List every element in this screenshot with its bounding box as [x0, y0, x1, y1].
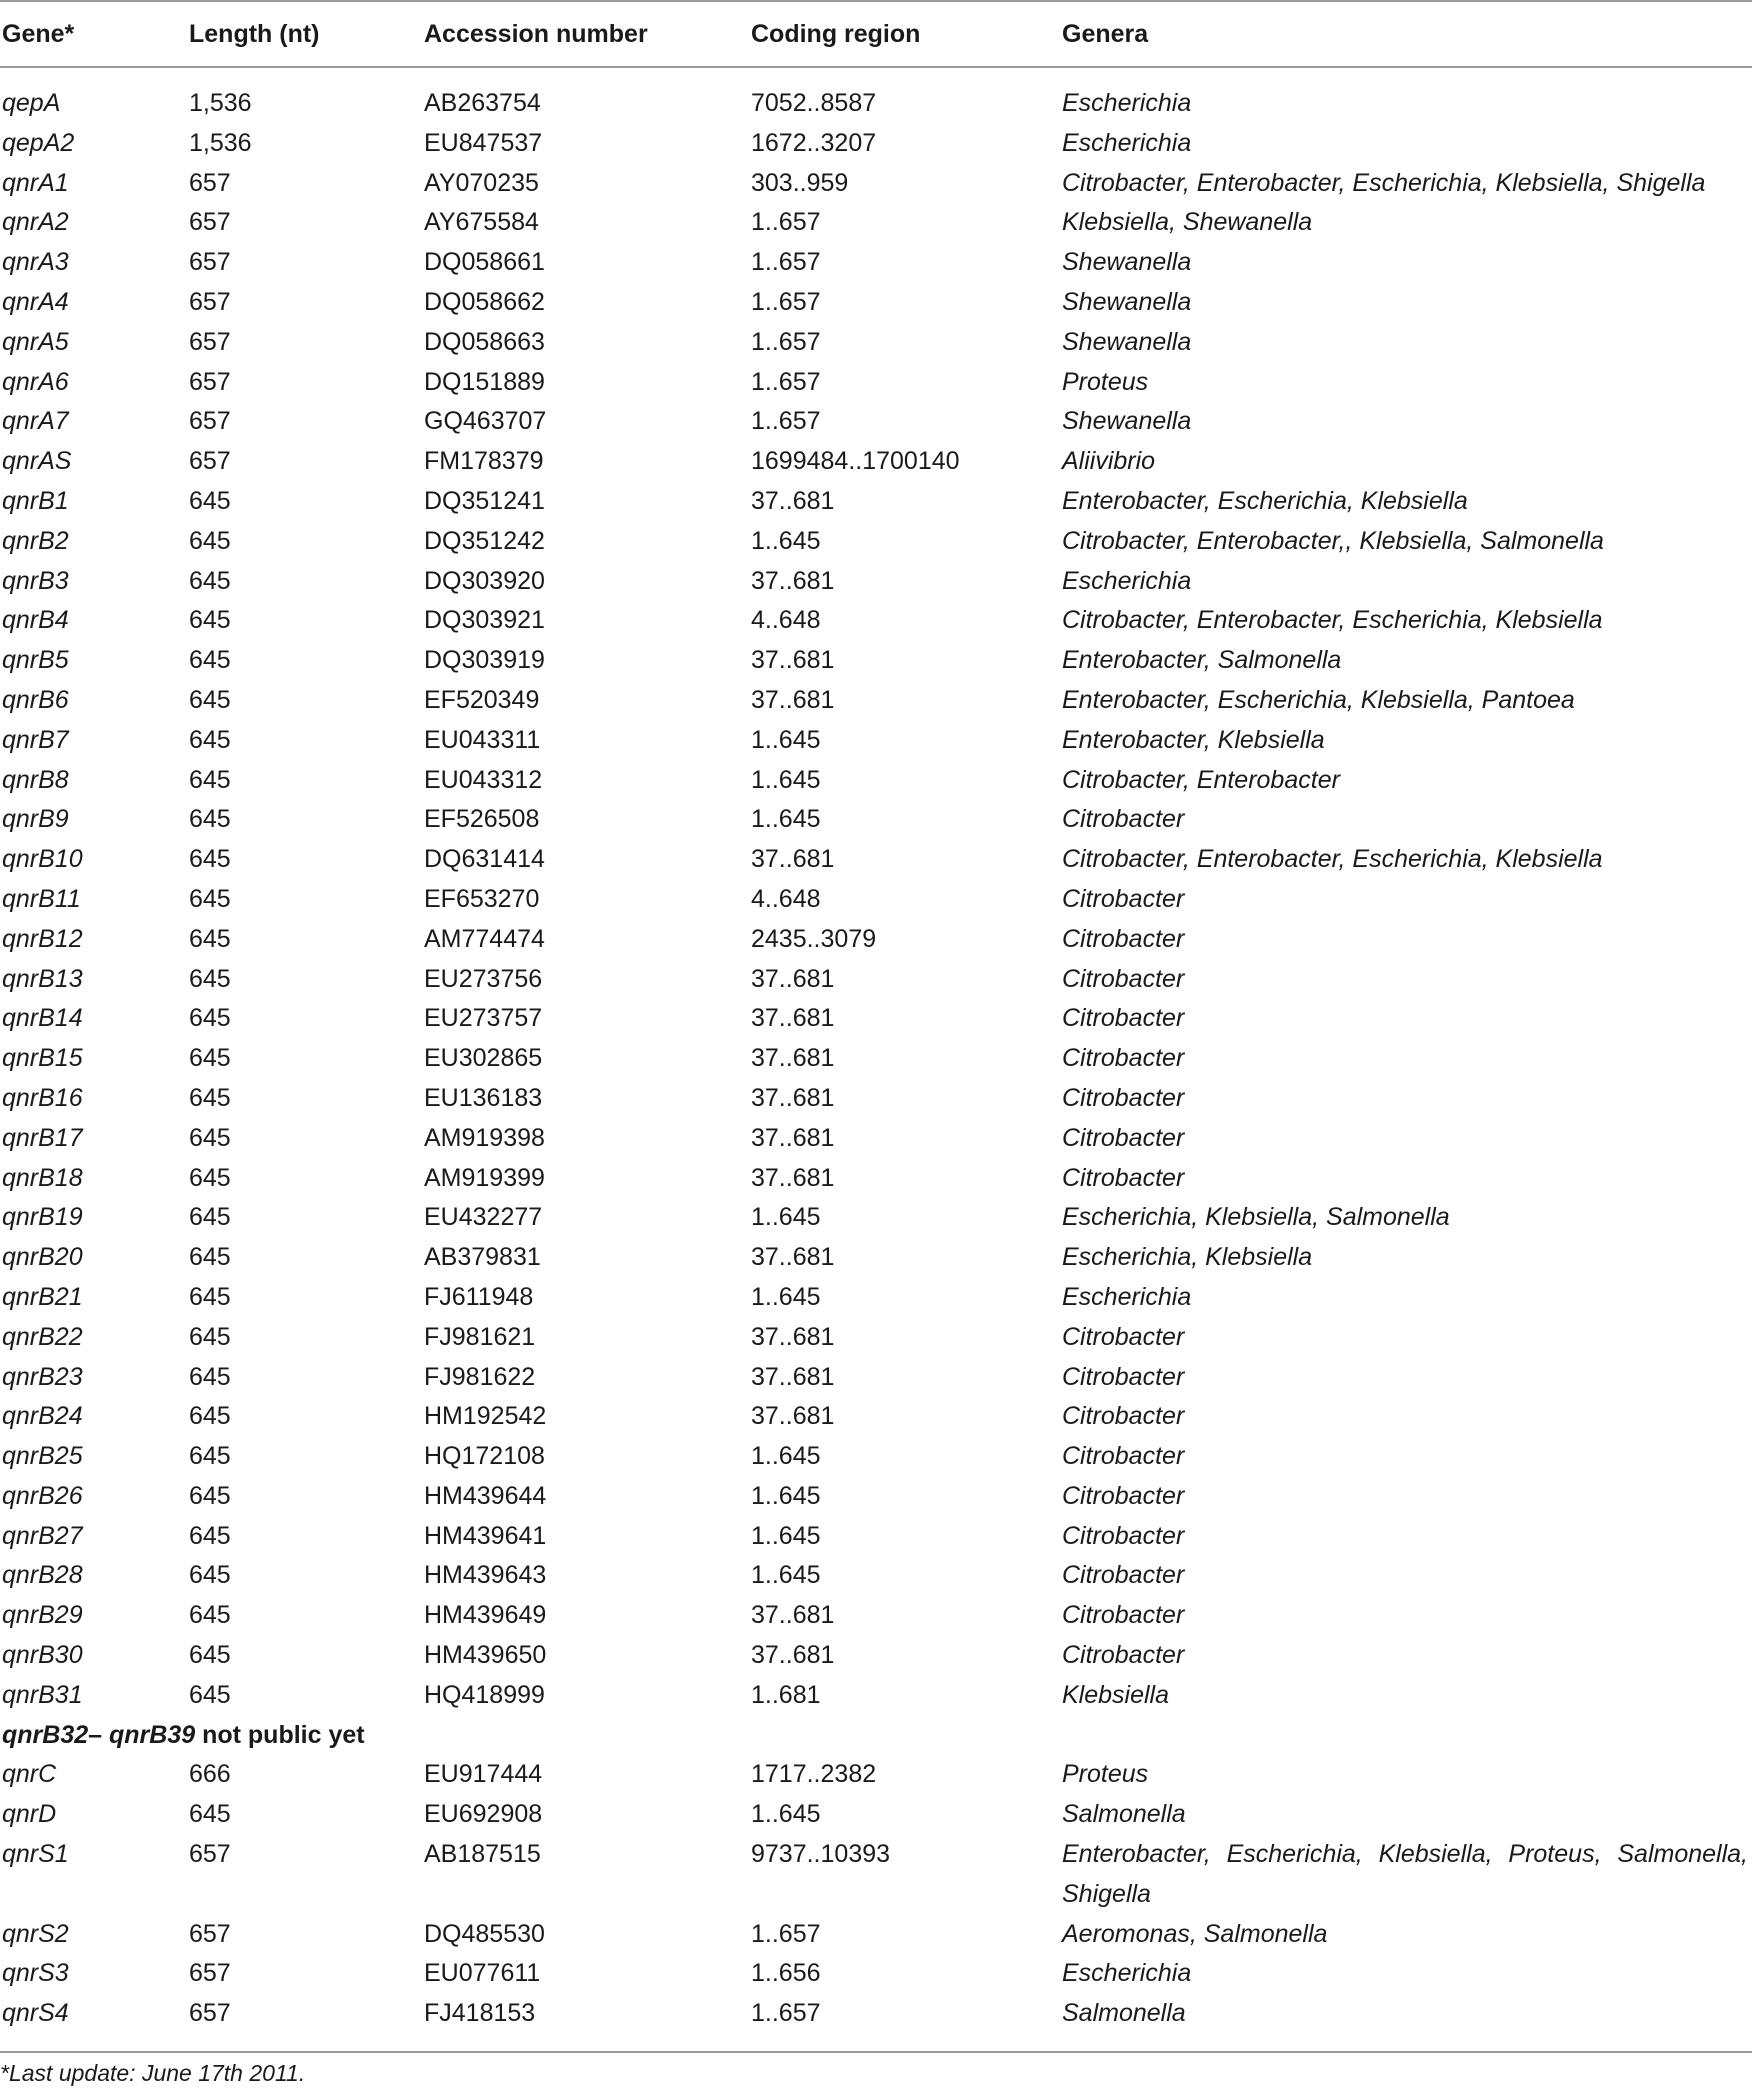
- gene-cell: qnrB21: [2, 1282, 83, 1311]
- genera-cell: Citrobacter, Enterobacter: [1062, 765, 1340, 794]
- length-cell: 1,536: [189, 128, 252, 157]
- accession-cell: FJ981621: [424, 1322, 536, 1351]
- gene-cell: qnrB17: [2, 1123, 83, 1152]
- accession-cell: AB263754: [424, 89, 541, 117]
- accession-cell: FJ418153: [424, 1999, 536, 2028]
- coding-region-cell: 37..681: [751, 1163, 835, 1192]
- accession-cell: HQ172108: [424, 1442, 545, 1471]
- genera-cell: Citrobacter: [1062, 1362, 1185, 1391]
- table-body: [0, 67, 1752, 2052]
- gene-cell: qnrB30: [2, 1641, 83, 1670]
- length-cell: 645: [189, 646, 231, 675]
- genera-cell: Citrobacter: [1062, 1044, 1185, 1073]
- coding-region-cell: 1..645: [751, 805, 821, 834]
- length-cell: 657: [189, 248, 231, 277]
- table-row: [0, 1159, 1752, 1199]
- coding-region-cell: 37..681: [751, 1004, 835, 1033]
- gene-cell: qnrB8: [2, 765, 69, 794]
- genera-cell: Escherichia: [1062, 1282, 1192, 1311]
- accession-cell: DQ351242: [424, 526, 545, 555]
- accession-cell: DQ058661: [424, 248, 545, 277]
- gene-cell: qnrS2: [2, 1919, 69, 1948]
- length-cell: 1,536: [189, 89, 252, 117]
- genera-cell: Citrobacter: [1062, 964, 1185, 993]
- genera-cell: Citrobacter: [1062, 1442, 1185, 1471]
- length-cell: 657: [189, 287, 231, 316]
- table-row: [0, 999, 1752, 1039]
- coding-region-cell: 9737..10393: [751, 1840, 891, 1869]
- coding-region-cell: 1717..2382: [751, 1760, 877, 1789]
- table-row: [0, 1119, 1752, 1159]
- coding-region-cell: 1672..3207: [751, 128, 877, 157]
- accession-cell: DQ303920: [424, 566, 545, 595]
- genera-cell: Salmonella: [1062, 1999, 1186, 2028]
- length-cell: 645: [189, 1800, 231, 1829]
- gene-cell: qnrB27: [2, 1521, 83, 1550]
- accession-cell: AB379831: [424, 1243, 541, 1272]
- note-separator: –: [88, 1720, 109, 1749]
- length-cell: 645: [189, 884, 231, 913]
- genera-cell: Shewanella: [1062, 407, 1192, 436]
- genera-cell: Citrobacter: [1062, 805, 1185, 834]
- table-row: [0, 1755, 1752, 1795]
- length-cell: 657: [189, 1999, 231, 2028]
- coding-region-cell: 7052..8587: [751, 89, 877, 117]
- gene-cell: qnrB22: [2, 1322, 83, 1351]
- accession-cell: HM439650: [424, 1641, 547, 1670]
- length-cell: 645: [189, 1123, 231, 1152]
- length-cell: 645: [189, 1362, 231, 1391]
- length-cell: 645: [189, 805, 231, 834]
- accession-cell: HM192542: [424, 1402, 547, 1431]
- table-row: [0, 1517, 1752, 1557]
- length-cell: 645: [189, 1442, 231, 1471]
- coding-region-cell: 37..681: [751, 1322, 835, 1351]
- table-row: [0, 1278, 1752, 1318]
- length-cell: 645: [189, 924, 231, 953]
- coding-region-cell: 1..657: [751, 208, 821, 237]
- gene-cell: qnrB7: [2, 725, 69, 754]
- table-row: [0, 124, 1752, 164]
- accession-cell: EU917444: [424, 1760, 543, 1789]
- genera-cell: Citrobacter: [1062, 1004, 1185, 1033]
- table-row: [0, 522, 1752, 562]
- coding-region-cell: 1..657: [751, 1999, 821, 2028]
- genera-cell: Escherichia, Klebsiella: [1062, 1243, 1313, 1272]
- accession-cell: DQ485530: [424, 1919, 545, 1948]
- coding-region-cell: 1..645: [751, 1481, 821, 1510]
- gene-cell: qepA: [2, 89, 61, 117]
- length-cell: 657: [189, 208, 231, 237]
- gene-cell: qnrB26: [2, 1481, 83, 1510]
- table-row: [0, 800, 1752, 840]
- accession-cell: AM919399: [424, 1163, 545, 1192]
- gene-cell: qnrB10: [2, 845, 83, 874]
- coding-region-cell: 37..681: [751, 1641, 835, 1670]
- coding-region-cell: 1..645: [751, 1521, 821, 1550]
- genera-cell: Citrobacter: [1062, 1481, 1185, 1510]
- coding-region-cell: 2435..3079: [751, 924, 877, 953]
- genera-cell: Proteus: [1062, 1760, 1149, 1789]
- coding-region-cell: 37..681: [751, 1083, 835, 1112]
- length-cell: 645: [189, 1243, 231, 1272]
- length-cell: 645: [189, 765, 231, 794]
- gene-cell: qnrB5: [2, 646, 69, 675]
- coding-region-cell: 4..648: [751, 606, 821, 635]
- table-row: [0, 1994, 1752, 2034]
- gene-cell: qnrB29: [2, 1601, 83, 1630]
- table-row: [0, 203, 1752, 243]
- length-cell: 657: [189, 1959, 231, 1988]
- coding-region-cell: 1..657: [751, 248, 821, 277]
- accession-cell: AY070235: [424, 168, 539, 197]
- gene-cell: qnrS4: [2, 1999, 69, 2028]
- table-row: [0, 1556, 1752, 1596]
- table-row: [0, 1795, 1752, 1835]
- gene-cell: qnrB20: [2, 1243, 83, 1272]
- table-row: [0, 243, 1752, 283]
- length-cell: 645: [189, 845, 231, 874]
- table-row: [0, 84, 1752, 124]
- genera-cell: Klebsiella: [1062, 1680, 1170, 1709]
- length-cell: 657: [189, 1840, 231, 1869]
- length-cell: 645: [189, 1083, 231, 1112]
- gene-cell: qnrA5: [2, 327, 69, 356]
- length-cell: 645: [189, 1561, 231, 1590]
- accession-cell: GQ463707: [424, 407, 547, 436]
- coding-region-cell: 37..681: [751, 964, 835, 993]
- bottom-rule: [0, 2034, 1752, 2052]
- genera-cell: Citrobacter: [1062, 1601, 1185, 1630]
- gene-cell: qnrB13: [2, 964, 83, 993]
- table-header: [0, 1, 1752, 67]
- accession-cell: AB187515: [424, 1840, 541, 1869]
- length-cell: 645: [189, 1044, 231, 1073]
- coding-region-cell: 37..681: [751, 486, 835, 515]
- genera-cell: Shewanella: [1062, 327, 1192, 356]
- gene-cell: qnrB3: [2, 566, 69, 595]
- accession-cell: FJ611948: [424, 1282, 534, 1311]
- table-row: [0, 960, 1752, 1000]
- length-cell: 645: [189, 1163, 231, 1192]
- table-row: [0, 761, 1752, 801]
- length-cell: 657: [189, 168, 231, 197]
- table-row: [0, 1079, 1752, 1119]
- genera-cell: Citrobacter: [1062, 1083, 1185, 1112]
- table-row: [0, 1039, 1752, 1079]
- accession-cell: DQ351241: [424, 486, 545, 515]
- accession-cell: DQ058662: [424, 287, 545, 316]
- coding-region-cell: 37..681: [751, 566, 835, 595]
- coding-region-cell: 37..681: [751, 1044, 835, 1073]
- table-row: [0, 1318, 1752, 1358]
- accession-cell: EU692908: [424, 1800, 543, 1829]
- length-cell: 657: [189, 447, 231, 476]
- genera-cell: Citrobacter: [1062, 1322, 1185, 1351]
- coding-region-cell: 4..648: [751, 884, 821, 913]
- genera-cell: Citrobacter: [1062, 1641, 1185, 1670]
- accession-cell: EU432277: [424, 1203, 543, 1232]
- genera-cell: Citrobacter, Enterobacter, Escherichia, Klebsiella: [1062, 845, 1603, 874]
- coding-region-cell: 1..645: [751, 526, 821, 555]
- coding-region-cell: 1699484..1700140: [751, 447, 960, 476]
- accession-cell: HM439649: [424, 1601, 547, 1630]
- genera-cell: Enterobacter, Escherichia, Klebsiella, Proteus, Salmonella, Shigella: [1062, 1840, 1748, 1908]
- genera-cell: Enterobacter, Salmonella: [1062, 646, 1342, 675]
- accession-cell: EF653270: [424, 884, 540, 913]
- length-cell: 666: [189, 1760, 231, 1789]
- genera-cell: Citrobacter: [1062, 884, 1185, 913]
- coding-region-cell: 37..681: [751, 1362, 835, 1391]
- genera-cell: Citrobacter, Enterobacter,, Klebsiella, Salmonella: [1062, 526, 1604, 555]
- gene-cell: qepA2: [2, 128, 75, 157]
- length-cell: 645: [189, 685, 231, 714]
- accession-cell: EU847537: [424, 128, 543, 157]
- coding-region-cell: 1..645: [751, 1203, 821, 1232]
- coding-region-cell: 1..657: [751, 287, 821, 316]
- table-row: [0, 562, 1752, 602]
- accession-cell: EU302865: [424, 1044, 543, 1073]
- gene-cell: qnrB1: [2, 486, 69, 515]
- coding-region-cell: 37..681: [751, 845, 835, 874]
- genera-cell: Citrobacter: [1062, 1521, 1185, 1550]
- table-row: [0, 1198, 1752, 1238]
- gene-cell: qnrC: [2, 1760, 57, 1789]
- length-cell: 645: [189, 1641, 231, 1670]
- table-row: [0, 1636, 1752, 1676]
- gene-cell: qnrB15: [2, 1044, 83, 1073]
- genera-cell: Salmonella: [1062, 1800, 1186, 1829]
- genera-cell: Citrobacter, Enterobacter, Escherichia, Klebsiella: [1062, 606, 1603, 635]
- coding-region-cell: 1..657: [751, 1919, 821, 1948]
- table-row: [0, 1238, 1752, 1278]
- coding-region-cell: 1..657: [751, 327, 821, 356]
- accession-cell: HQ418999: [424, 1680, 545, 1709]
- genera-cell: Proteus: [1062, 367, 1149, 396]
- accession-cell: HM439641: [424, 1521, 547, 1550]
- genera-cell: Escherichia: [1062, 89, 1192, 117]
- length-cell: 645: [189, 1322, 231, 1351]
- accession-cell: DQ631414: [424, 845, 545, 874]
- table-row: [0, 363, 1752, 403]
- coding-region-cell: 1..645: [751, 1800, 821, 1829]
- gene-cell: qnrB16: [2, 1083, 83, 1112]
- length-cell: 645: [189, 486, 231, 515]
- accession-cell: DQ303919: [424, 646, 545, 675]
- coding-region-cell: 1..657: [751, 407, 821, 436]
- gene-cell: qnrB24: [2, 1402, 83, 1431]
- table-row: [0, 721, 1752, 761]
- genera-cell: Citrobacter: [1062, 1402, 1185, 1431]
- table-row: [0, 164, 1752, 204]
- genera-cell: Enterobacter, Escherichia, Klebsiella, Pantoea: [1062, 685, 1575, 714]
- length-cell: 645: [189, 1680, 231, 1709]
- accession-cell: EU043311: [424, 725, 541, 754]
- length-cell: 645: [189, 1282, 231, 1311]
- accession-cell: FM178379: [424, 447, 544, 476]
- accession-cell: AY675584: [424, 208, 539, 237]
- length-cell: 645: [189, 526, 231, 555]
- accession-cell: AM919398: [424, 1123, 545, 1152]
- length-cell: 645: [189, 964, 231, 993]
- accession-cell: FJ981622: [424, 1362, 536, 1391]
- gene-cell: qnrAS: [2, 447, 72, 476]
- gene-cell: qnrB2: [2, 526, 69, 555]
- genera-cell: Aeromonas, Salmonella: [1062, 1919, 1328, 1948]
- genera-cell: Citrobacter, Enterobacter, Escherichia, Klebsiella, Shigella: [1062, 168, 1706, 197]
- top-spacer: [0, 67, 1752, 84]
- length-cell: 645: [189, 1004, 231, 1033]
- table-row: [0, 283, 1752, 323]
- coding-region-cell: 1..645: [751, 765, 821, 794]
- gene-cell: qnrA4: [2, 287, 69, 316]
- column-header-length: Length (nt): [189, 19, 320, 48]
- coding-region-cell: 37..681: [751, 1123, 835, 1152]
- table-row: [0, 323, 1752, 363]
- accession-cell: DQ303921: [424, 606, 545, 635]
- table-row: [0, 920, 1752, 960]
- genera-cell: Citrobacter: [1062, 924, 1185, 953]
- gene-cell: qnrA6: [2, 367, 69, 396]
- length-cell: 657: [189, 327, 231, 356]
- coding-region-cell: 1..645: [751, 1442, 821, 1471]
- genera-cell: Shewanella: [1062, 248, 1192, 277]
- table-row: [0, 1358, 1752, 1398]
- genera-cell: Klebsiella, Shewanella: [1062, 208, 1313, 237]
- table-row: [0, 641, 1752, 681]
- gene-cell: qnrB9: [2, 805, 69, 834]
- accession-cell: DQ151889: [424, 367, 545, 396]
- length-cell: 645: [189, 1601, 231, 1630]
- table-row: [0, 681, 1752, 721]
- accession-cell: EU136183: [424, 1083, 543, 1112]
- table-row: [0, 442, 1752, 482]
- length-cell: 645: [189, 725, 231, 754]
- length-cell: 645: [189, 606, 231, 635]
- accession-cell: AM774474: [424, 924, 545, 953]
- note-suffix: not public yet: [195, 1720, 365, 1749]
- footnote: *Last update: June 17th 2011.: [0, 2060, 306, 2086]
- length-cell: 657: [189, 367, 231, 396]
- accession-cell: EU273756: [424, 964, 543, 993]
- gene-cell: qnrB14: [2, 1004, 83, 1033]
- accession-cell: EU077611: [424, 1959, 541, 1988]
- genera-cell: Escherichia: [1062, 128, 1192, 157]
- note-row: [0, 1716, 1752, 1756]
- accession-cell: EF520349: [424, 685, 540, 714]
- gene-cell: qnrB4: [2, 606, 69, 635]
- accession-cell: EU043312: [424, 765, 543, 794]
- gene-cell: qnrB19: [2, 1203, 83, 1232]
- gene-cell: qnrA2: [2, 208, 69, 237]
- table-row: [0, 1437, 1752, 1477]
- gene-cell: qnrB28: [2, 1561, 83, 1590]
- note-gene-from: qnrB32: [2, 1720, 89, 1749]
- gene-cell: qnrB31: [2, 1680, 83, 1709]
- accession-cell: EU273757: [424, 1004, 543, 1033]
- table-row: [0, 482, 1752, 522]
- genera-cell: Citrobacter: [1062, 1163, 1185, 1192]
- coding-region-cell: 1..656: [751, 1959, 821, 1988]
- column-header-coding-region: Coding region: [751, 19, 921, 48]
- accession-cell: HM439644: [424, 1481, 547, 1510]
- table-row: [0, 1835, 1752, 1915]
- coding-region-cell: 37..681: [751, 646, 835, 675]
- table-row: [0, 1676, 1752, 1716]
- gene-cell: qnrB6: [2, 685, 69, 714]
- table-row: [0, 1477, 1752, 1517]
- table-row: [0, 601, 1752, 641]
- genera-cell: Citrobacter: [1062, 1123, 1185, 1152]
- length-cell: 657: [189, 1919, 231, 1948]
- genera-cell: Shewanella: [1062, 287, 1192, 316]
- length-cell: 645: [189, 1203, 231, 1232]
- gene-cell: qnrA1: [2, 168, 69, 197]
- coding-region-cell: 1..657: [751, 367, 821, 396]
- accession-cell: DQ058663: [424, 327, 545, 356]
- table-row: [0, 840, 1752, 880]
- genera-cell: Citrobacter: [1062, 1561, 1185, 1590]
- length-cell: 645: [189, 566, 231, 595]
- accession-cell: HM439643: [424, 1561, 547, 1590]
- genera-cell: Enterobacter, Escherichia, Klebsiella: [1062, 486, 1468, 515]
- accession-cell: EF526508: [424, 805, 540, 834]
- length-cell: 645: [189, 1481, 231, 1510]
- gene-cell: qnrB11: [2, 884, 81, 913]
- gene-cell: qnrB23: [2, 1362, 83, 1391]
- table-row: [0, 402, 1752, 442]
- length-cell: 657: [189, 407, 231, 436]
- coding-region-cell: 1..681: [751, 1680, 821, 1709]
- genera-cell: Aliivibrio: [1062, 447, 1156, 476]
- table-row: [0, 880, 1752, 920]
- genera-cell: Escherichia, Klebsiella, Salmonella: [1062, 1203, 1450, 1232]
- table-row: [0, 1397, 1752, 1437]
- gene-cell: qnrB25: [2, 1442, 83, 1471]
- gene-cell: qnrB12: [2, 924, 83, 953]
- gene-cell: qnrA3: [2, 248, 69, 277]
- gene-cell: qnrS3: [2, 1959, 69, 1988]
- gene-cell: qnrS1: [2, 1840, 69, 1869]
- header-row: [0, 1, 1752, 67]
- coding-region-cell: 37..681: [751, 1601, 835, 1630]
- column-header-genera: Genera: [1062, 19, 1149, 48]
- coding-region-cell: 1..645: [751, 1282, 821, 1311]
- length-cell: 645: [189, 1402, 231, 1431]
- note-gene-to: qnrB39: [109, 1720, 196, 1749]
- gene-cell: qnrD: [2, 1800, 57, 1829]
- column-header-accession: Accession number: [424, 19, 648, 48]
- table-row: [0, 1954, 1752, 1994]
- coding-region-cell: 1..645: [751, 725, 821, 754]
- coding-region-cell: 303..959: [751, 168, 849, 197]
- table-row: [0, 1596, 1752, 1636]
- genera-cell: Escherichia: [1062, 1959, 1192, 1988]
- gene-cell: qnrB18: [2, 1163, 83, 1192]
- length-cell: 645: [189, 1521, 231, 1550]
- coding-region-cell: 37..681: [751, 1402, 835, 1431]
- note-cell: [0, 1716, 1752, 1756]
- table-row: [0, 1915, 1752, 1955]
- genera-cell: Enterobacter, Klebsiella: [1062, 725, 1325, 754]
- coding-region-cell: 37..681: [751, 685, 835, 714]
- column-header-gene: Gene*: [2, 19, 75, 48]
- genera-cell: Escherichia: [1062, 566, 1192, 595]
- coding-region-cell: 1..645: [751, 1561, 821, 1590]
- coding-region-cell: 37..681: [751, 1243, 835, 1272]
- gene-cell: qnrA7: [2, 407, 69, 436]
